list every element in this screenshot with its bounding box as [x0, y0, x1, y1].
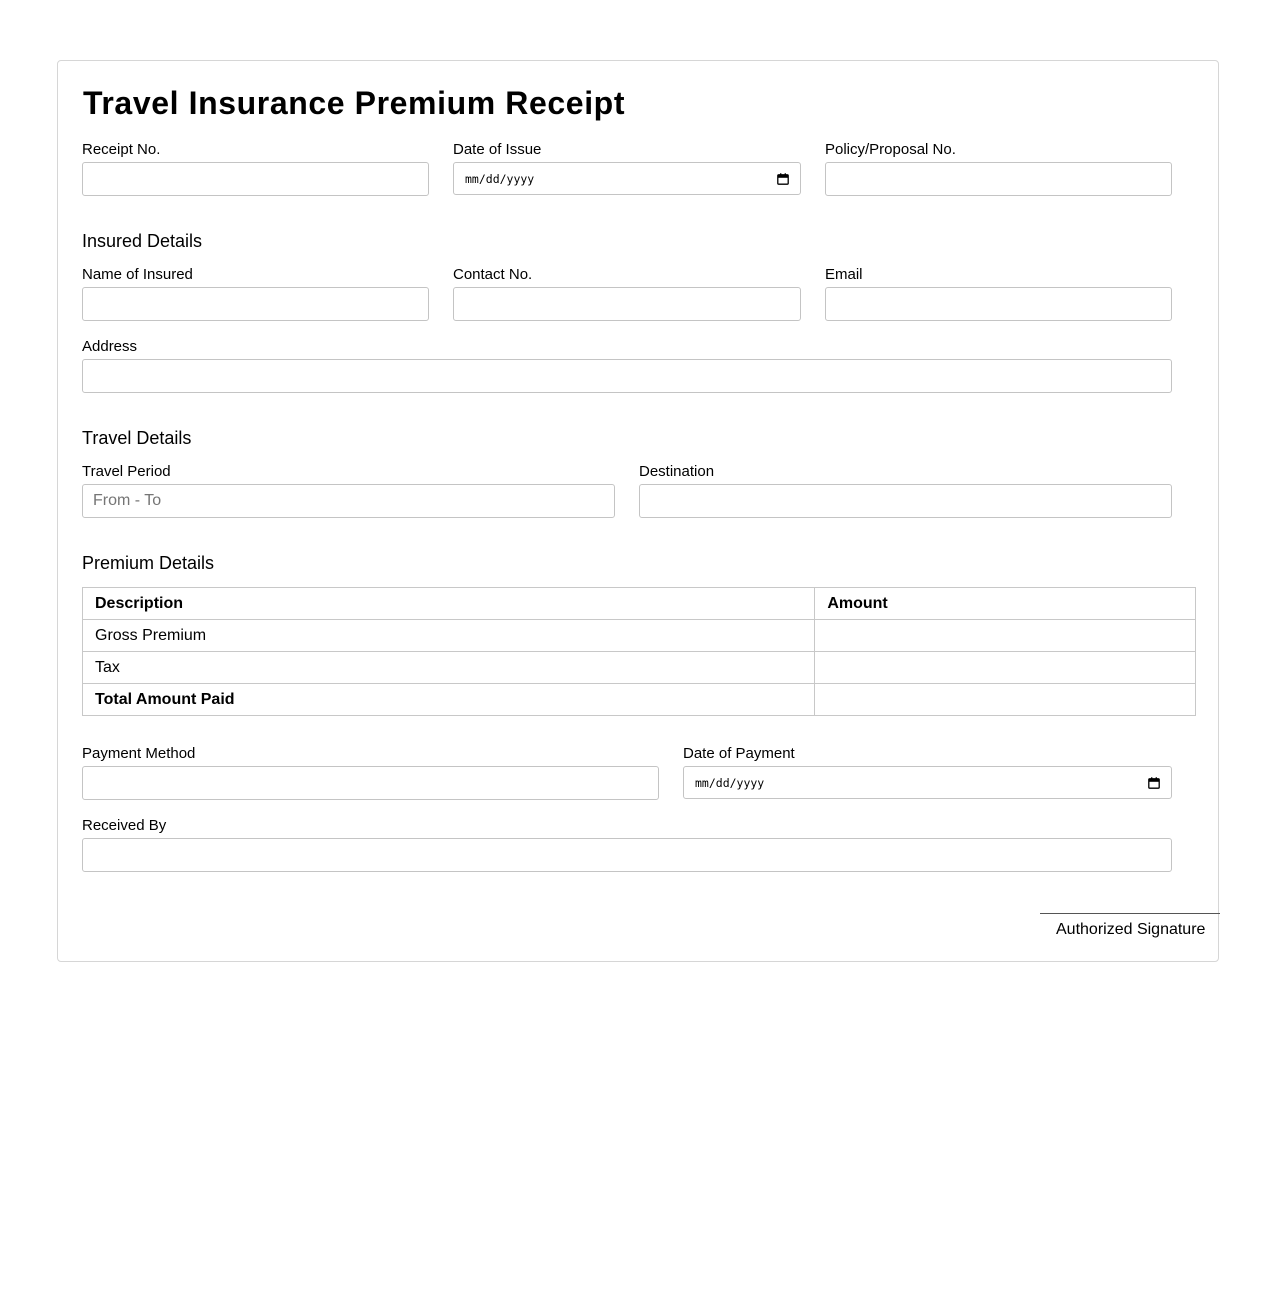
contact-no-input[interactable]	[453, 287, 801, 321]
date-of-payment-label: Date of Payment	[683, 745, 795, 762]
contact-no-label: Contact No.	[453, 266, 533, 283]
table-header-row	[83, 588, 1196, 620]
date-of-payment-placeholder: mm/dd/yyyy	[695, 775, 765, 790]
date-of-issue-input[interactable]	[453, 162, 801, 195]
name-of-insured-label: Name of Insured	[82, 266, 193, 283]
table-row	[83, 652, 1196, 684]
column-header-amount: Amount	[815, 588, 1196, 620]
table-row	[83, 620, 1196, 652]
received-by-input[interactable]	[82, 838, 1172, 872]
date-of-issue-label: Date of Issue	[453, 141, 542, 158]
address-input[interactable]	[82, 359, 1172, 393]
destination-input[interactable]	[639, 484, 1172, 518]
row-amount-total[interactable]	[815, 684, 1196, 716]
signature-line	[1040, 913, 1220, 914]
policy-no-label: Policy/Proposal No.	[825, 141, 956, 158]
calendar-icon[interactable]	[777, 173, 789, 185]
row-description-gross-premium: Gross Premium	[83, 620, 815, 652]
payment-method-label: Payment Method	[82, 745, 196, 762]
row-amount-tax[interactable]	[815, 652, 1196, 684]
email-input[interactable]	[825, 287, 1172, 321]
row-description-total: Total Amount Paid	[83, 684, 815, 716]
travel-period-label: Travel Period	[82, 463, 171, 480]
premium-details-heading: Premium Details	[82, 553, 215, 573]
payment-method-input[interactable]	[82, 766, 659, 800]
destination-label: Destination	[639, 463, 715, 480]
calendar-icon[interactable]	[1148, 777, 1160, 789]
column-header-description: Description	[83, 588, 815, 620]
row-description-tax: Tax	[83, 652, 815, 684]
authorized-signature-label: Authorized Signature	[1056, 921, 1206, 938]
receipt-no-input[interactable]	[82, 162, 429, 196]
row-amount-gross-premium[interactable]	[815, 620, 1196, 652]
address-label: Address	[82, 338, 138, 355]
date-of-issue-placeholder: mm/dd/yyyy	[465, 171, 535, 186]
premium-table	[82, 587, 1196, 716]
received-by-label: Received By	[82, 817, 167, 834]
date-of-payment-input[interactable]	[683, 766, 1172, 799]
name-of-insured-input[interactable]	[82, 287, 429, 321]
email-label: Email	[825, 266, 863, 283]
table-row	[83, 684, 1196, 716]
travel-period-input[interactable]	[82, 484, 615, 518]
page-title: Travel Insurance Premium Receipt	[83, 85, 626, 121]
receipt-card	[57, 60, 1219, 962]
receipt-no-label: Receipt No.	[82, 141, 161, 158]
insured-details-heading: Insured Details	[82, 231, 203, 251]
policy-no-input[interactable]	[825, 162, 1172, 196]
travel-details-heading: Travel Details	[82, 428, 192, 448]
